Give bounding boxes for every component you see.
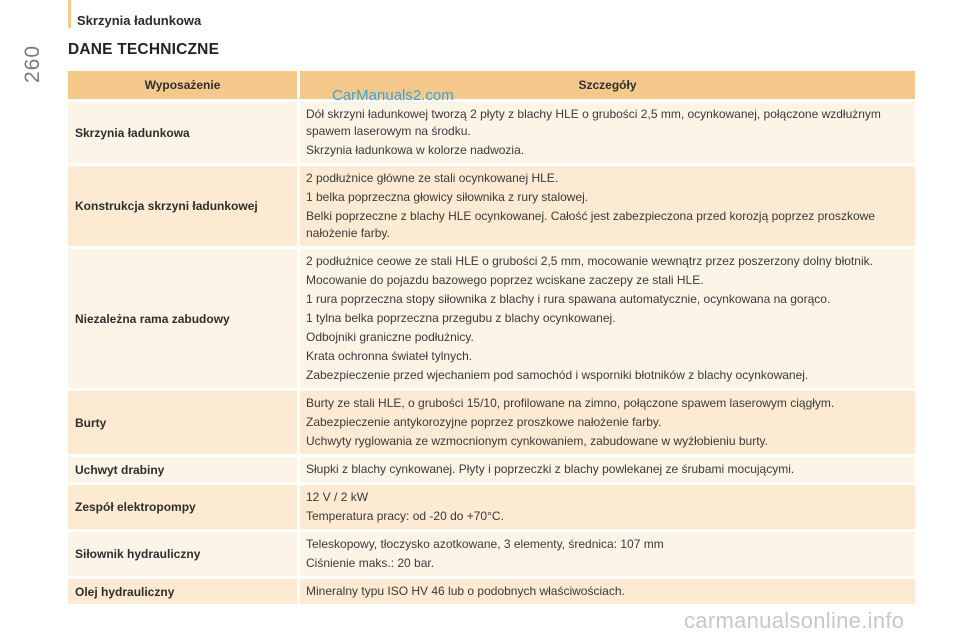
row-label: Burty bbox=[68, 391, 300, 454]
detail-line: Zabezpieczenie przed wjechaniem pod samochód i wsporniki błotników z blachy ocynkowanej. bbox=[306, 368, 809, 382]
detail-line: Słupki z blachy cynkowanej. Płyty i poprzeczki z blachy powlekanej ze śrubami mocującymi. bbox=[306, 462, 795, 476]
table-row bbox=[68, 391, 915, 454]
row-label: Siłownik hydrauliczny bbox=[68, 532, 300, 576]
detail-line: Mineralny typu ISO HV 46 lub o podobnych właściwościach. bbox=[306, 584, 625, 598]
row-details bbox=[300, 532, 915, 576]
detail-line: Dół skrzyni ładunkowej tworzą 2 płyty z blachy HLE o grubości 2,5 mm, ocynkowanej, połączone wzdłużnym spawem laserowym na środku. bbox=[306, 107, 881, 138]
row-label: Skrzynia ładunkowa bbox=[68, 102, 300, 163]
spec-table-body bbox=[68, 102, 915, 604]
detail-line: Burty ze stali HLE, o grubości 15/10, profilowane na zimno, połączone spawem laserowym ciągłym. bbox=[306, 396, 835, 410]
column-header-details: Szczegóły bbox=[300, 71, 915, 99]
table-row bbox=[68, 485, 915, 529]
row-details bbox=[300, 102, 915, 163]
detail-line: Zabezpieczenie antykorozyjne poprzez proszkowe nałożenie farby. bbox=[306, 415, 662, 429]
section-accent-bar bbox=[68, 0, 71, 28]
row-details bbox=[300, 579, 915, 604]
detail-line: 1 belka poprzeczna głowicy siłownika z rury stalowej. bbox=[306, 190, 589, 204]
table-row bbox=[68, 166, 915, 246]
page-number: 260 bbox=[21, 44, 45, 84]
detail-line: Krata ochronna świateł tylnych. bbox=[306, 349, 473, 363]
section-title: Skrzynia ładunkowa bbox=[77, 13, 202, 28]
table-row bbox=[68, 249, 915, 388]
detail-line: Temperatura pracy: od -20 do +70°C. bbox=[306, 509, 504, 523]
detail-line: Teleskopowy, tłoczysko azotkowane, 3 elementy, średnica: 107 mm bbox=[306, 537, 664, 551]
table-header-row bbox=[68, 71, 915, 99]
table-row bbox=[68, 532, 915, 576]
detail-line: Skrzynia ładunkowa w kolorze nadwozia. bbox=[306, 143, 525, 157]
row-label: Konstrukcja skrzyni ładunkowej bbox=[68, 166, 300, 246]
detail-line: 1 tylna belka poprzeczna przegubu z blachy ocynkowanej. bbox=[306, 311, 616, 325]
spec-table bbox=[68, 68, 915, 607]
detail-line: 2 podłużnice główne ze stali ocynkowanej HLE. bbox=[306, 171, 559, 185]
detail-line: 1 rura poprzeczna stopy siłownika z blachy i rura spawana automatycznie, ocynkowana na gorąco. bbox=[306, 292, 831, 306]
watermark-bottom: carmanualsonline.info bbox=[684, 608, 905, 633]
row-label: Niezależna rama zabudowy bbox=[68, 249, 300, 388]
table-row bbox=[68, 579, 915, 604]
watermark-top: CarManuals2.com bbox=[332, 87, 454, 104]
detail-line: Mocowanie do pojazdu bazowego poprzez wciskane zaczepy ze stali HLE. bbox=[306, 273, 704, 287]
page-heading: DANE TECHNICZNE bbox=[68, 41, 220, 58]
table-row bbox=[68, 102, 915, 163]
detail-line: Belki poprzeczne z blachy HLE ocynkowanej. Całość jest zabezpieczona przed korozją poprzez proszkowe nałożenie farby. bbox=[306, 209, 875, 240]
table-row bbox=[68, 457, 915, 482]
row-label: Uchwyt drabiny bbox=[68, 457, 300, 482]
row-details bbox=[300, 391, 915, 454]
detail-line: 12 V / 2 kW bbox=[306, 490, 369, 504]
detail-line: Ciśnienie maks.: 20 bar. bbox=[306, 556, 435, 570]
row-details bbox=[300, 166, 915, 246]
column-header-equipment: Wyposażenie bbox=[68, 71, 300, 99]
row-details bbox=[300, 485, 915, 529]
row-label: Olej hydrauliczny bbox=[68, 579, 300, 604]
row-label: Zespół elektropompy bbox=[68, 485, 300, 529]
row-details bbox=[300, 249, 915, 388]
detail-line: 2 podłużnice ceowe ze stali HLE o grubości 2,5 mm, mocowanie wewnątrz przez poszerzony dolny błotnik. bbox=[306, 254, 873, 268]
detail-line: Odbojniki graniczne podłużnicy. bbox=[306, 330, 474, 344]
detail-line: Uchwyty ryglowania ze wzmocnionym cynkowaniem, zabudowane w wyżłobieniu burty. bbox=[306, 434, 768, 448]
row-details bbox=[300, 457, 915, 482]
